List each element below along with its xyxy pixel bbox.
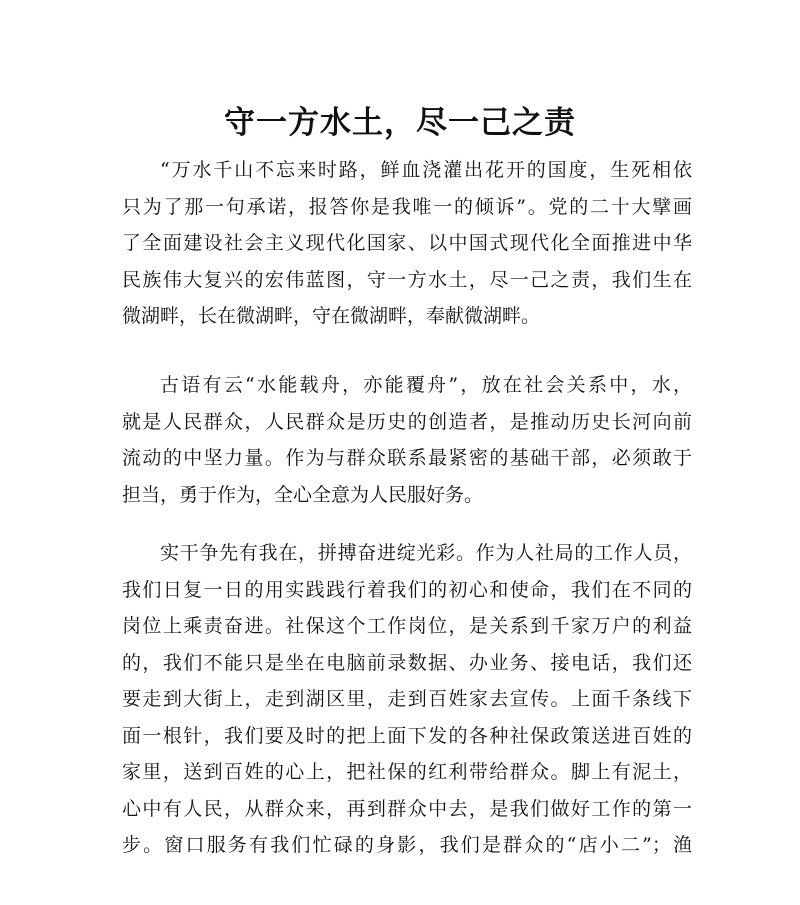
document-title: 守一方水土，尽一己之责 bbox=[224, 105, 576, 141]
text-line: 面一根针，我们要及时的把上面下发的各种社保政策送进百姓的 bbox=[122, 724, 692, 747]
text-line: 民族伟大复兴的宏伟蓝图，守一方水土，尽一己之责，我们生在 bbox=[122, 268, 692, 291]
text-line: 步。窗口服务有我们忙碌的身影，我们是群众的“店小二”；渔 bbox=[122, 834, 692, 856]
text-line: 的，我们不能只是坐在电脑前录数据、办业务、接电话，我们还 bbox=[122, 651, 692, 674]
text-line: 心中有人民，从群众来，再到群众中去，是我们做好工作的第一 bbox=[122, 797, 692, 820]
paragraph-1 bbox=[122, 152, 692, 335]
text-line: 家里，送到百姓的心上，把社保的红利带给群众。脚上有泥土， bbox=[122, 761, 692, 783]
text-line: 实干争先有我在，拼搏奋进绽光彩。作为人社局的工作人员， bbox=[160, 542, 692, 564]
text-line: 担当，勇于作为，全心全意为人民服好务。 bbox=[122, 483, 484, 506]
text-line: 要走到大街上，走到湖区里，走到百姓家去宣传。上面千条线下 bbox=[122, 688, 692, 710]
text-line: 岗位上乘责奋进。社保这个工作岗位，是关系到千家万户的利益 bbox=[122, 615, 692, 637]
text-line: 微湖畔，长在微湖畔，守在微湖畔，奉献微湖畔。 bbox=[122, 305, 541, 327]
text-line: “万水千山不忘来时路，鲜血浇灌出花开的国度，生死相依 bbox=[160, 159, 692, 181]
text-line: 了全面建设社会主义现代化国家、以中国式现代化全面推进中华 bbox=[122, 232, 692, 254]
text-line: 我们日复一日的用实践践行着我们的初心和使命，我们在不同的 bbox=[122, 578, 692, 601]
paragraph-2 bbox=[122, 367, 692, 513]
paragraph-3 bbox=[122, 535, 692, 864]
text-line: 古语有云“水能载舟，亦能覆舟”，放在社会关系中，水， bbox=[160, 374, 692, 396]
text-line: 就是人民群众，人民群众是历史的创造者，是推动历史长河向前 bbox=[122, 410, 692, 433]
text-line: 流动的中坚力量。作为与群众联系最紧密的基础干部，必须敢于 bbox=[122, 447, 692, 469]
text-line: 只为了那一句承诺，报答你是我唯一的倾诉”。党的二十大擘画 bbox=[122, 195, 692, 218]
